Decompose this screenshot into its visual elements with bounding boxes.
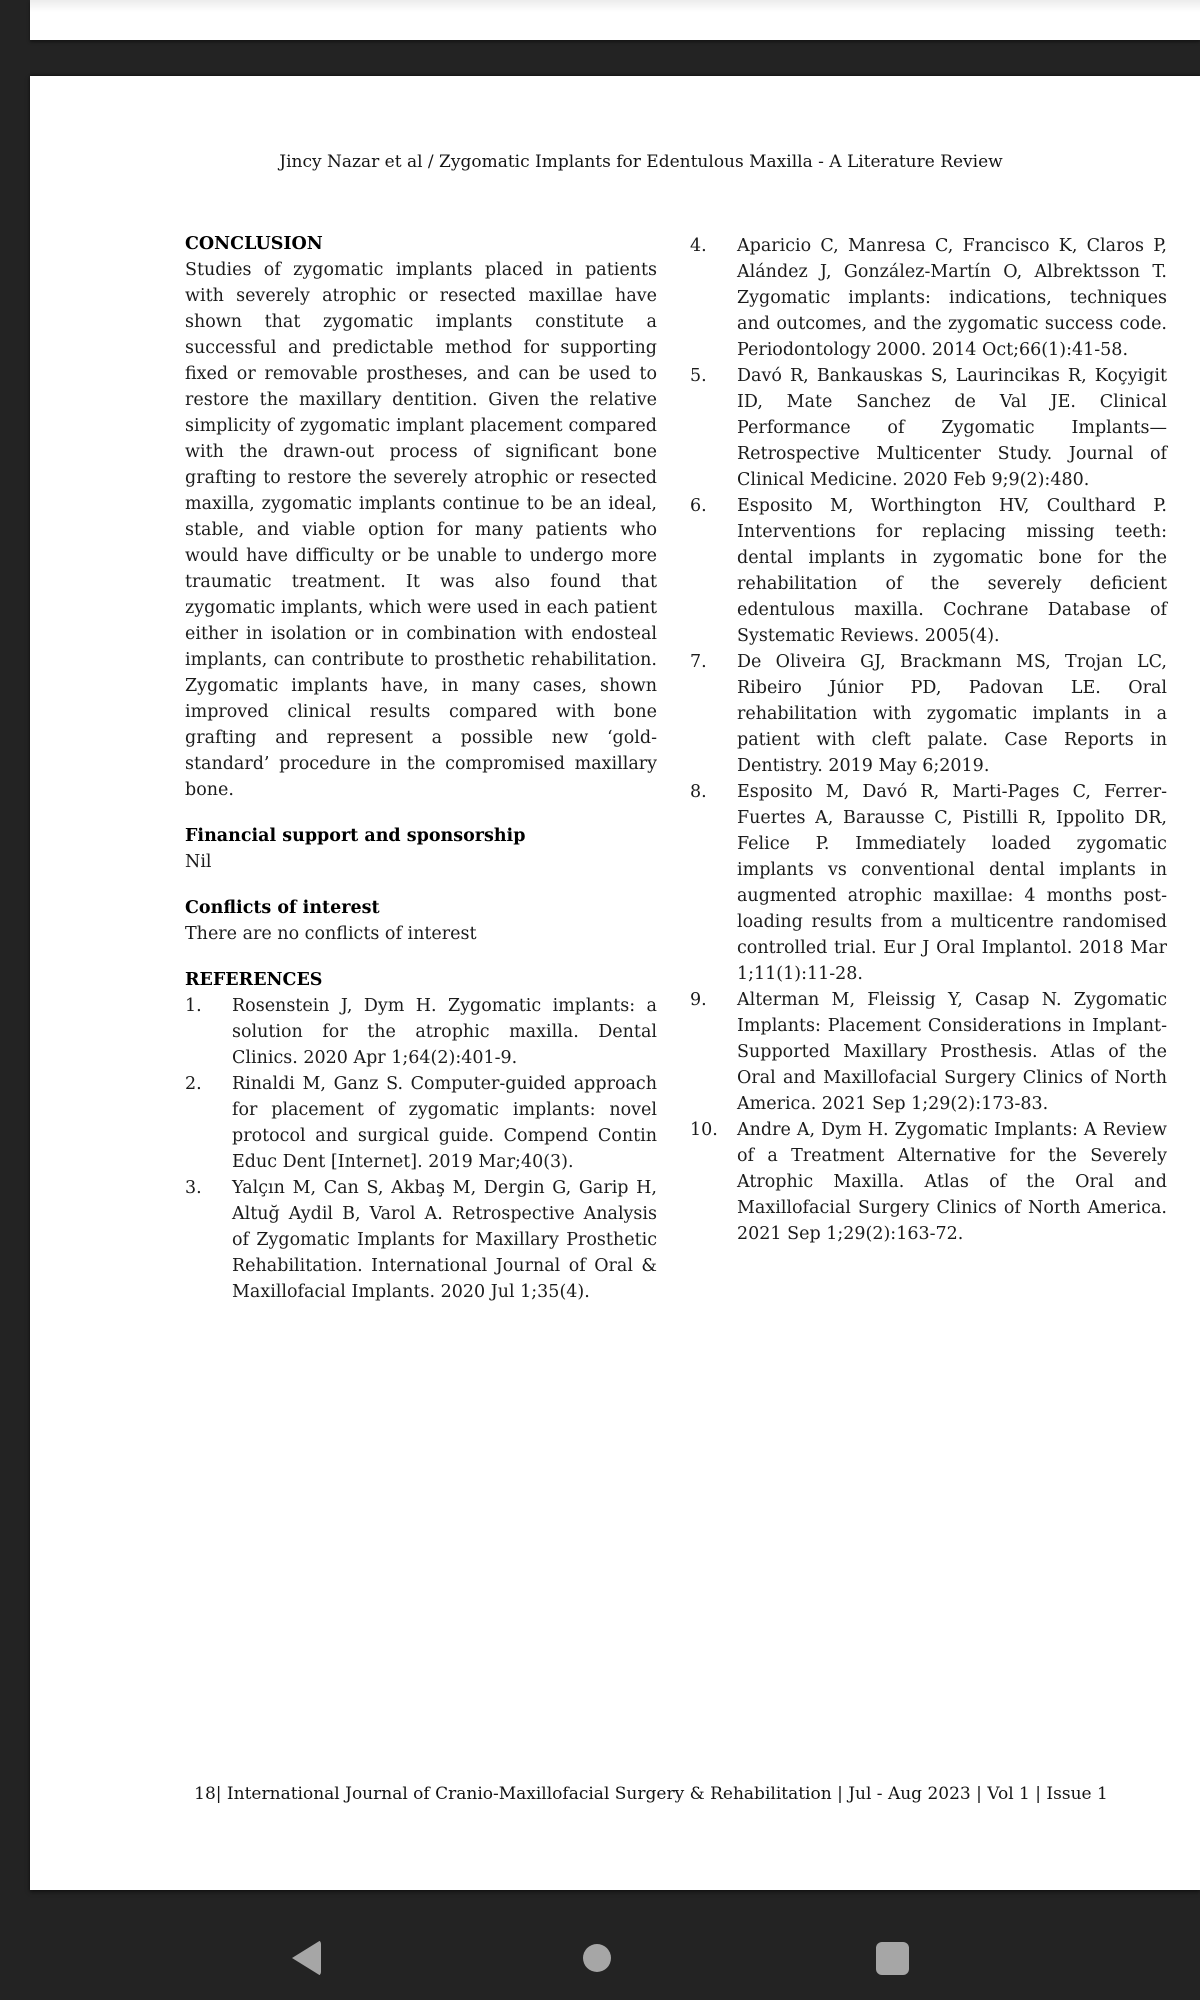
reference-number: 10. (690, 1120, 718, 1140)
reference-number: 5. (690, 366, 707, 386)
reference-text: Rosenstein J, Dym H. Zygomatic implants: a solution for the atrophic maxilla. Dental Clinics. 2020 Apr 1;64(2):401-9. (232, 996, 657, 1068)
financial-support-heading: Financial support and sponsorship (185, 826, 526, 846)
recents-button[interactable] (864, 1930, 920, 1986)
reference-number: 1. (185, 996, 202, 1016)
running-header: Jincy Nazar et al / Zygomatic Implants for Edentulous Maxilla - A Literature Review (279, 152, 1003, 172)
conclusion-body: Studies of zygomatic implants placed in patients with severely atrophic or resected maxillae have shown that zygomatic implants constitute a successful and predictable method for supporting fixed or removable prostheses, and can be used to restore the maxillary dentition. Given the relative simplicity of zygomatic implant placement compared with the drawn-out process of significant bone grafting to restore the severely atrophic or resected maxilla, zygomatic implants continue to be an ideal, stable, and viable option for many patients who would have difficulty or be unable to undergo more traumatic treatment. It was also found that zygomatic implants, which were used in each patient either in isolation or in combination with endosteal implants, can contribute to prosthetic rehabilitation. Zygomatic implants have, in many cases, shown improved clinical results compared with bone grafting and represent a possible new ‘gold-standard’ procedure in the compromised maxillary bone. (185, 260, 657, 800)
section-conflicts (185, 895, 657, 947)
reference-number: 8. (690, 782, 707, 802)
reference-item (690, 649, 1167, 779)
reference-text: Andre A, Dym H. Zygomatic Implants: A Review of a Treatment Alternative for the Severely Atrophic Maxilla. Atlas of the Oral and Maxillofacial Surgery Clinics of North America. 2021 Sep 1;29(2):163-72. (737, 1120, 1167, 1244)
reference-text: De Oliveira GJ, Brackmann MS, Trojan LC, Ribeiro Júnior PD, Padovan LE. Oral rehabilitation with zygomatic implants in a patient with cleft palate. Case Reports in Dentistry. 2019 May 6;2019. (737, 652, 1167, 776)
conflicts-heading: Conflicts of interest (185, 898, 380, 918)
reference-list-right (690, 233, 1167, 1247)
conflicts-body: There are no conflicts of interest (185, 924, 477, 944)
reference-text: Rinaldi M, Ganz S. Computer-guided approach for placement of zygomatic implants: novel protocol and surgical guide. Compend Contin Educ Dent [Internet]. 2019 Mar;40(3). (232, 1074, 657, 1172)
reference-text: Esposito M, Davó R, Marti-Pages C, Ferrer-Fuertes A, Barausse C, Pistilli R, Ippolito DR, Felice P. Immediately loaded zygomatic implants vs conventional dental implants in augmented atrophic maxillae: 4 months post-loading results from a multicentre randomised controlled trial. Eur J Oral Implantol. 2018 Mar 1;11(1):11-28. (737, 782, 1167, 984)
reference-number: 6. (690, 496, 707, 516)
reference-item (185, 1071, 657, 1175)
home-button[interactable] (569, 1930, 625, 1986)
reference-item (690, 233, 1167, 363)
reference-text: Aparicio C, Manresa C, Francisco K, Claros P, Alández J, González-Martín O, Albrektsson T. Zygomatic implants: indications, techniques and outcomes, and the zygomatic success code. Periodontology 2000. 2014 Oct;66(1):41-58. (737, 236, 1167, 360)
reference-text: Alterman M, Fleissig Y, Casap N. Zygomatic Implants: Placement Considerations in Implant-Supported Maxillary Prosthesis. Atlas of the Oral and Maxillofacial Surgery Clinics of North America. 2021 Sep 1;29(2):173-83. (737, 990, 1167, 1114)
reference-item (185, 993, 657, 1071)
document-page[interactable] (30, 76, 1200, 1890)
reference-text: Yalçın M, Can S, Akbaş M, Dergin G, Garip H, Altuğ Aydil B, Varol A. Retrospective Analysis of Zygomatic Implants for Maxillary Prosthetic Rehabilitation. International Journal of Oral & Maxillofacial Implants. 2020 Jul 1;35(4). (232, 1178, 657, 1302)
recents-square-icon (876, 1942, 909, 1975)
journal-footer: 18| International Journal of Cranio-Maxillofacial Surgery & Rehabilitation | Jul - Aug 2023 | Vol 1 | Issue 1 (194, 1784, 1108, 1804)
section-financial-support (185, 823, 657, 875)
left-column (185, 231, 657, 1325)
reference-list-left (185, 993, 657, 1305)
back-triangle-icon (292, 1940, 321, 1976)
back-button[interactable] (278, 1930, 334, 1986)
reference-item (690, 779, 1167, 987)
reference-number: 2. (185, 1074, 202, 1094)
previous-page-edge[interactable] (30, 0, 1200, 40)
section-conclusion (185, 231, 657, 803)
reference-number: 4. (690, 236, 707, 256)
reference-text: Esposito M, Worthington HV, Coulthard P. Interventions for replacing missing teeth: dental implants in zygomatic bone for the rehabilitation of the severely deficient edentulous maxilla. Cochrane Database of Systematic Reviews. 2005(4). (737, 496, 1167, 646)
financial-support-body: Nil (185, 852, 212, 872)
right-column (690, 233, 1167, 1247)
reference-text: Davó R, Bankauskas S, Laurincikas R, Koçyigit ID, Mate Sanchez de Val JE. Clinical Performance of Zygomatic Implants—Retrospective Multicenter Study. Journal of Clinical Medicine. 2020 Feb 9;9(2):480. (737, 366, 1167, 490)
reference-item (690, 493, 1167, 649)
reference-item (690, 363, 1167, 493)
reference-number: 9. (690, 990, 707, 1010)
section-references (185, 967, 657, 1305)
reference-item (690, 1117, 1167, 1247)
reference-item (690, 987, 1167, 1117)
reference-number: 3. (185, 1178, 202, 1198)
reference-number: 7. (690, 652, 707, 672)
reference-item (185, 1175, 657, 1305)
conclusion-heading: CONCLUSION (185, 234, 323, 254)
references-heading: REFERENCES (185, 970, 323, 990)
home-circle-icon (583, 1944, 611, 1972)
